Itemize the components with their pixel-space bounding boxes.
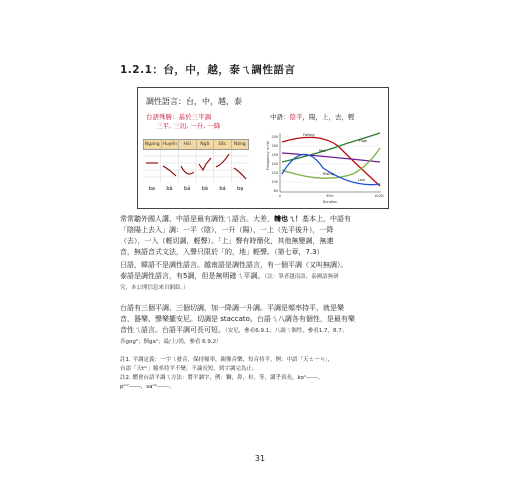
x-tick: 50% xyxy=(326,194,334,198)
tone-contour-nang xyxy=(234,168,246,179)
tone-name: Hỏi xyxy=(179,140,197,149)
taiwanese-caption-line1: 台語殊勝：基於三平調 xyxy=(146,113,211,121)
syllable: bà xyxy=(166,186,173,192)
paragraph-taiwanese xyxy=(120,303,405,348)
syllable: bã xyxy=(201,186,208,192)
tone-curve-falling xyxy=(282,137,380,186)
syllable: bạ xyxy=(237,186,244,192)
paragraph-mandarin xyxy=(120,214,405,258)
x-tick: 0 xyxy=(278,194,282,198)
footnotes xyxy=(120,356,405,392)
vietnamese-tone-header xyxy=(143,139,249,150)
tone-name: Nặng xyxy=(233,142,246,147)
curve-label-rising: Rising xyxy=(323,172,334,176)
vietnamese-tone-contours xyxy=(143,150,249,182)
y-tick: 180 xyxy=(271,144,278,148)
mandarin-caption xyxy=(270,112,355,121)
footnote-line: pⁱⁿ⁷------，saⁿ¹------。 xyxy=(120,384,175,390)
text-line: 音，器樂、聲樂攏安尼。切調是 staccato。台語ㄟ八調各有個性，是最有樂 xyxy=(120,315,355,323)
emphasis: 𣍐也ㄟ！ xyxy=(274,215,302,223)
thai-tone-chart xyxy=(263,128,385,206)
text-line: 常常聽外國人講，中語是最有調性ㄟ語言。大差，𣍐也ㄟ！基本上，中語有 xyxy=(120,215,351,223)
y-tick: 80 xyxy=(273,189,278,193)
text-line: 究，本公開信息來自網絡。） xyxy=(120,285,189,291)
chart-xlabel: Duration xyxy=(322,200,338,204)
syllable: bả xyxy=(184,186,191,192)
y-tick: 100 xyxy=(271,180,278,184)
syllable: bá xyxy=(219,186,226,192)
taiwanese-caption-line2: 三平, 三切, 一升, 一降 xyxy=(156,122,221,130)
tone-name: Ngã xyxy=(197,140,215,149)
vietnamese-tone-panel xyxy=(143,139,249,199)
syllable: ba xyxy=(148,186,155,192)
text-line: 台語有三個平調、三個切調，加一降調一升調。平調是頻率持平，就是樂 xyxy=(120,304,344,312)
reference-note: （安尼，參看6.9.1；八調ㄟ個性，參看1.7，8.7； xyxy=(225,328,348,334)
curve-label-falling: Falling xyxy=(303,133,315,137)
mandarin-caption-rest: ，陽，上，去，輕 xyxy=(302,113,355,121)
text-line: 日語，韓語不是調性語言。越南語是調性語言，有一個平調（又叫無調）。 xyxy=(120,261,348,269)
section-heading: 1.2.1：台，中，越，泰ㄟ調性語言 xyxy=(120,64,296,76)
text-line: 音性ㄟ語言。台語平調可長可短。（安尼，參看6.9.1；八調ㄟ個性，參看1.7，8.7； xyxy=(120,326,348,334)
text-line: （去），一入（輕切調，輕聲）。「上」聲有時簡化，其他無變調，無連 xyxy=(120,237,334,245)
y-tick: 140 xyxy=(271,162,278,166)
y-tick: 200 xyxy=(271,135,278,139)
tone-language-figure xyxy=(137,87,389,209)
page-number: 31 xyxy=(254,454,266,463)
mandarin-caption-accent: 陰平 xyxy=(289,113,303,121)
tone-contour-huyen xyxy=(163,166,176,176)
paragraph-other-languages xyxy=(120,260,405,294)
tone-name: Ngang xyxy=(144,142,160,147)
chart-ylabel: Frequency in Hz xyxy=(266,141,270,170)
vietnamese-syllables xyxy=(143,186,249,192)
tone-name: Huyền xyxy=(162,142,178,147)
curve-label-mid: Mid xyxy=(319,149,326,153)
figure-title: 調性語言：台，中，越，泰 xyxy=(146,97,242,106)
mandarin-caption-prefix: 中語： xyxy=(270,113,290,121)
text-line: 音，無語音式文法，入聲只限於「的，地」輕聲。（第七章，7.3） xyxy=(120,248,324,256)
tone-name: Sắc xyxy=(214,140,232,149)
footnote-line: 台語「天tⁱⁿ」頻率持平不變，不論長短，到字調完為止。 xyxy=(120,366,258,372)
y-tick: 120 xyxy=(271,171,278,175)
text-line: 各gog²；個ga²；最/上/尚，參看 6.9.2） xyxy=(120,339,222,345)
footnote-line: 註2. 體會台語平調ㄟ方法：將平調字，例：獅，鼻，衫，等，講乎真長，ko¹------， xyxy=(120,375,324,381)
tone-contour-nga xyxy=(199,158,211,170)
text-line: 泰語是調性語言，有5調，但是無明確ㄟ平調。（註：筆者越南語、泰國語無研 xyxy=(120,272,339,280)
source-note: （註：筆者越南語、泰國語無研 xyxy=(264,274,339,280)
curve-label-low: Low xyxy=(358,178,366,182)
curve-label-high: High xyxy=(359,139,368,143)
y-tick: 160 xyxy=(271,153,278,157)
x-tick: 100% xyxy=(374,194,384,198)
text-line: 「陰陽上去入」調：一平（陰），一升（陽），一上（先平後升），一降 xyxy=(120,226,334,234)
footnote-line: 註1. 平調定義：一字ㄟ發音，保持頻率，親像音樂，每音持平。例：中語「天ㄊ一ㄢ」， xyxy=(120,357,334,363)
